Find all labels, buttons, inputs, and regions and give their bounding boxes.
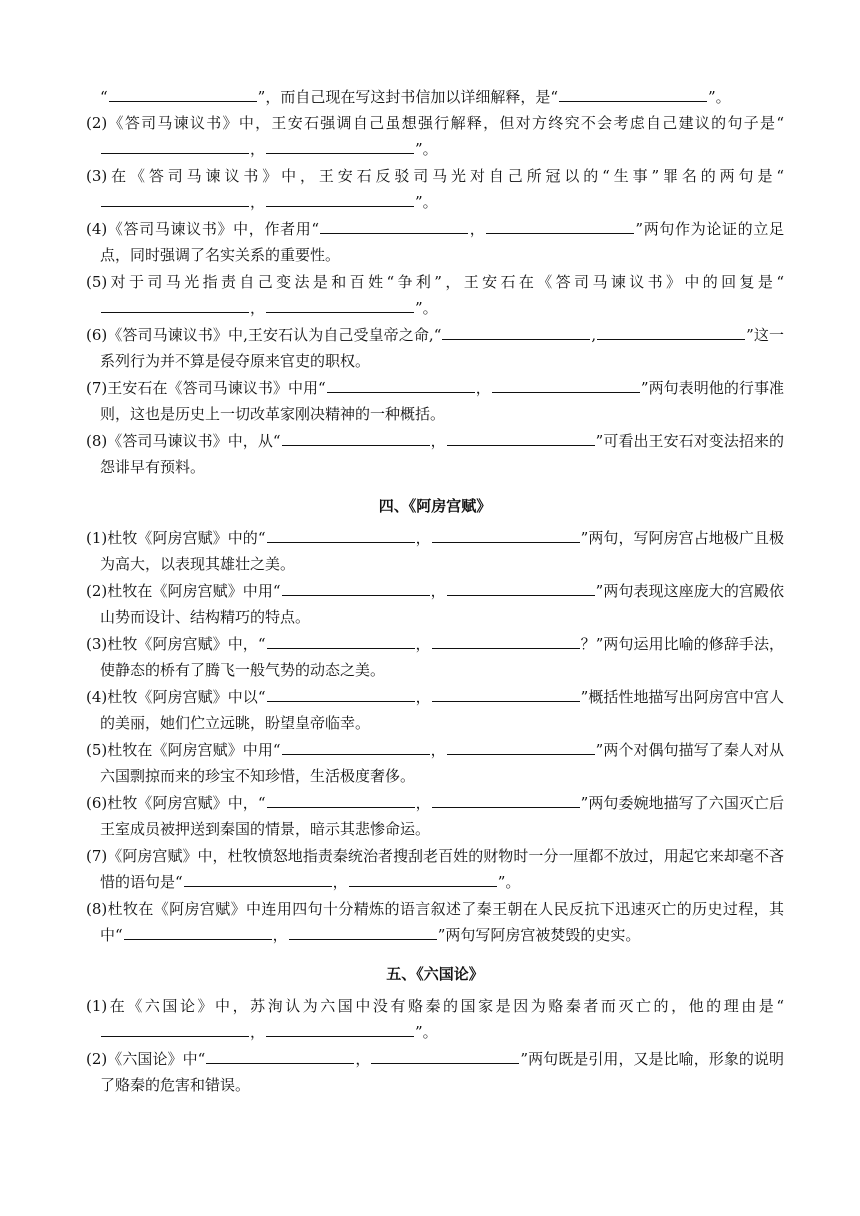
question-item [86,375,784,427]
question-text: ， [415,688,431,706]
answer-blank[interactable] [597,325,745,340]
question-text: ”可看出王安石对变法招来的怨诽早有预料。 [100,432,784,476]
question-text: 《答司马谏议书》中，作者用“ [107,220,320,238]
question-text: ， [475,379,491,397]
question-text: ， [430,432,446,450]
answer-blank[interactable] [371,1049,519,1064]
answer-blank[interactable] [289,925,437,940]
question-text: 在《六国论》中，苏洵认为六国中没有赂秦的国家是因为赂秦者而灭亡的，他的理由是“ [107,997,784,1015]
question-item [86,737,784,789]
question-text: ”。 [415,299,438,317]
question-text: 杜牧《阿房宫赋》中，“ [107,794,266,812]
question-number: (2) [86,582,108,600]
question-text: ”两句作为论证的立足点，同时强调了名实关系的重要性。 [100,220,784,264]
answer-blank[interactable] [447,740,595,755]
section-heading: 四、《阿房宫赋》 [378,497,492,515]
answer-blank[interactable] [559,87,707,102]
answer-blank[interactable] [447,431,595,446]
question-text: 《阿房宫赋》中，杜牧愤怒地指责秦统治者搜刮老百姓的财物时一分一厘都不放过，用起它来却毫不吝惜的语句是“ [100,847,784,891]
answer-blank[interactable] [320,219,468,234]
question-text: , [591,326,597,344]
question-number: (1) [86,529,108,547]
question-text: ， [415,794,431,812]
question-item [86,322,784,374]
section-5-questions [86,993,784,1098]
answer-blank[interactable] [266,298,414,313]
question-number: (6) [86,326,108,344]
answer-blank[interactable] [266,139,414,154]
question-text: ？”两句运用比喻的修辞手法，使静态的桥有了腾飞一般气势的动态之美。 [100,635,785,679]
question-text: ， [469,220,486,238]
answer-blank[interactable] [266,1022,414,1037]
question-number: (3) [86,635,108,653]
answer-blank[interactable] [267,528,415,543]
question-text: ”。 [415,140,438,158]
question-text: ， [250,140,266,158]
answer-blank[interactable] [432,793,580,808]
question-number: (8) [86,900,108,918]
answer-blank[interactable] [101,139,249,154]
answer-blank[interactable] [267,634,415,649]
question-text: 在《答司马谏议书》中，王安石反驳司马光对自己所冠以的“生事”罪名的两句是“ [107,167,784,185]
answer-blank[interactable] [266,192,414,207]
question-text: ”，而自己现在写这封书信加以详细解释，是“ [257,88,559,106]
answer-blank[interactable] [206,1049,354,1064]
question-text: ”两句，写阿房宫占地极广且极为高大，以表现其雄壮之美。 [100,529,784,573]
question-text: 杜牧《阿房宫赋》中的“ [107,529,266,547]
answer-blank[interactable] [267,793,415,808]
answer-blank[interactable] [492,378,640,393]
question-number: (8) [86,432,108,450]
question-item [86,163,784,215]
question-text: ， [355,1050,371,1068]
answer-blank[interactable] [267,687,415,702]
question-number: (2) [86,114,108,132]
question-number: (6) [86,794,108,812]
answer-blank[interactable] [109,87,257,102]
answer-blank[interactable] [101,1022,249,1037]
question-number: (4) [86,688,108,706]
question-item [86,428,784,480]
question-text: 《答司马谏议书》中，王安石强调自己虽想强行解释，但对方终究不会考虑自己建议的句子是“ [107,114,784,132]
answer-blank[interactable] [124,925,272,940]
answer-blank[interactable] [432,687,580,702]
question-text: ， [415,635,431,653]
question-text: ”。 [415,1023,438,1041]
question-item [86,525,784,577]
section-4-questions [86,525,784,948]
answer-blank[interactable] [101,192,249,207]
question-text: ， [415,529,431,547]
question-item [86,631,784,683]
question-text: 《答司马谏议书》中,王安石认为自己受皇帝之命,“ [107,326,442,344]
question-item [86,1046,784,1098]
question-text: ”概括性地描写出阿房宫中宫人的美丽，她们伫立远眺，盼望皇帝临幸。 [100,688,784,732]
question-text: ”两句既是引用，又是比喻，形象的说明了赂秦的危害和错误。 [100,1050,784,1094]
question-text: ， [332,873,348,891]
question-text: ”两个对偶句描写了秦人对从六国剽掠而来的珍宝不知珍惜，生活极度奢侈。 [100,741,784,785]
answer-blank[interactable] [327,378,475,393]
question-number: (1) [86,997,108,1015]
question-item [86,578,784,630]
answer-blank[interactable] [282,581,430,596]
question-text: ”两句委婉地描写了六国灭亡后王室成员被押送到秦国的情景，暗示其悲惨命运。 [100,794,784,838]
question-text: ”这一系列行为并不算是侵夺原来官吏的职权。 [100,326,784,370]
question-text: 杜牧在《阿房宫赋》中用“ [107,582,281,600]
question-text: ”两句写阿房宫被焚毁的史实。 [437,926,641,944]
question-text: ， [250,193,266,211]
question-item [86,896,784,948]
question-text: ， [272,926,288,944]
answer-blank[interactable] [184,872,332,887]
question-text: ”两句表明他的行事准则，这也是历史上一切改革家刚决精神的一种概括。 [100,379,784,423]
question-text: 《六国论》中“ [107,1050,206,1068]
question-item [86,269,784,321]
document-page [86,84,784,1098]
question-text: ， [250,299,266,317]
answer-blank[interactable] [432,634,580,649]
question-item [86,684,784,736]
question-item [86,843,784,895]
question-item [86,993,784,1045]
answer-blank[interactable] [442,325,590,340]
question-text: 杜牧《阿房宫赋》中，“ [107,635,266,653]
question-number: (4) [86,220,108,238]
question-item [86,110,784,162]
question-number: (7) [86,379,108,397]
question-number: (2) [86,1050,108,1068]
question-text: ， [430,741,446,759]
answer-blank[interactable] [101,298,249,313]
question-text: 《答司马谏议书》中，从“ [107,432,281,450]
answer-blank[interactable] [282,431,430,446]
question-item [86,216,784,268]
section-3-questions [86,110,784,480]
answer-blank[interactable] [432,528,580,543]
question-text: 杜牧《阿房宫赋》中以“ [107,688,266,706]
question-number: (5) [86,741,108,759]
answer-blank[interactable] [486,219,634,234]
section-heading: 五、《六国论》 [386,965,484,983]
question-text: ”。 [708,88,731,106]
question-text: 王安石在《答司马谏议书》中用“ [107,379,326,397]
question-text: 杜牧在《阿房宫赋》中用“ [107,741,281,759]
question-number: (3) [86,167,108,185]
question-item [86,790,784,842]
question-text: ”两句表现这座庞大的宫殿依山势而设计、结构精巧的特点。 [100,582,784,626]
question-text: 杜牧在《阿房宫赋》中连用四句十分精炼的语言叙述了秦王朝在人民反抗下迅速灭亡的历史过程，其中“ [100,900,784,944]
answer-blank[interactable] [282,740,430,755]
question-text: “ [100,88,108,106]
question-continuation [86,84,784,110]
question-text: ， [250,1023,266,1041]
question-text: ”。 [497,873,521,891]
question-text: 对于司马光指责自己变法是和百姓“争利”，王安石在《答司马谏议书》中的回复是“ [107,273,784,291]
question-number: (7) [86,847,108,865]
question-text: ”。 [415,193,438,211]
question-text: ， [430,582,446,600]
answer-blank[interactable] [447,581,595,596]
answer-blank[interactable] [349,872,497,887]
question-number: (5) [86,273,108,291]
